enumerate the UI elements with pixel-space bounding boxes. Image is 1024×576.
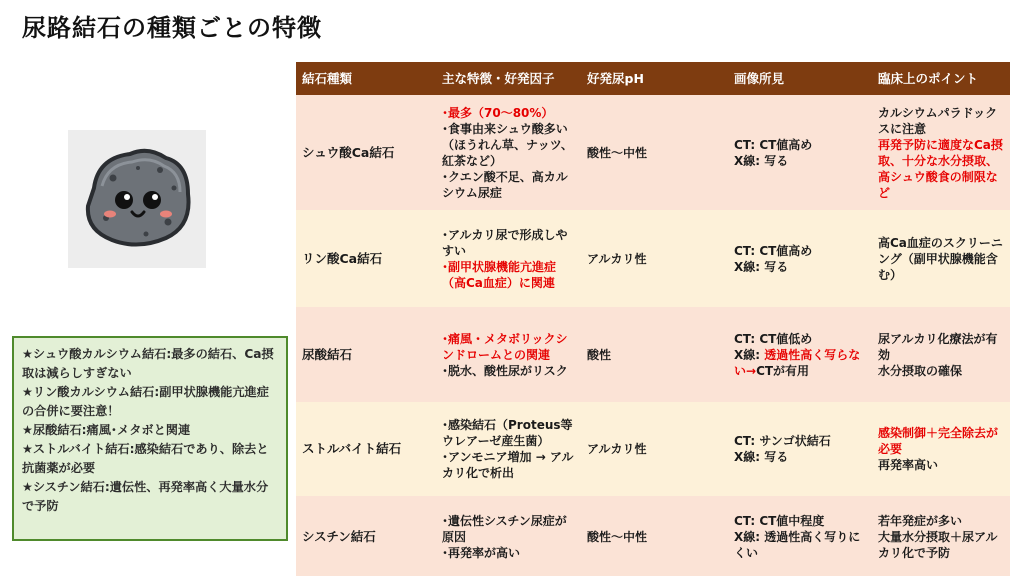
- stone-type-cell: シスチン結石: [296, 496, 436, 576]
- header-features: 主な特徴・好発因子: [436, 62, 581, 95]
- points-cell: [872, 496, 1010, 576]
- feature-text: ･アンモニア増加 → アルカリ化で析出: [442, 450, 574, 480]
- imaging-text: X線: 写る: [734, 153, 789, 168]
- kidney-stone-character-icon: [68, 130, 206, 268]
- header-stone-type: 結石種類: [296, 62, 436, 95]
- feature-text: ･クエン酸不足、高カルシウム尿症: [442, 169, 568, 200]
- point-text: 感染制御＋完全除去が必要: [878, 426, 999, 456]
- imaging-cell: [728, 402, 872, 496]
- feature-text: ･再発率が高い: [442, 545, 521, 560]
- points-cell: [872, 402, 1010, 496]
- point-text: 高Ca血症のスクリーニング（副甲状腺機能含む）: [878, 235, 1003, 282]
- feature-text: ･痛風・メタボリックシンドロームとの関連: [442, 331, 568, 362]
- stone-type-cell: ストルバイト結石: [296, 402, 436, 496]
- imaging-cell: [728, 210, 872, 307]
- imaging-text: CT: CT値高め: [734, 243, 813, 258]
- feature-text: ･遺伝性シスチン尿症が原因: [442, 513, 567, 544]
- ph-cell: 酸性: [581, 307, 728, 402]
- summary-line: ★ストルバイト結石:感染結石であり、除去と抗菌薬が必要: [22, 442, 269, 475]
- point-text: 水分摂取の確保: [878, 363, 963, 378]
- point-text: 大量水分摂取＋尿アルカリ化で予防: [878, 529, 998, 560]
- summary-line: ★リン酸カルシウム結石:副甲状腺機能亢進症の合併に要注意！: [22, 385, 269, 418]
- summary-line: ★シュウ酸カルシウム結石:最多の結石、Ca摂取は減らしすぎない: [22, 347, 274, 380]
- ph-cell: アルカリ性: [581, 210, 728, 307]
- features-cell: [436, 210, 581, 307]
- feature-text: ･最多（70～80%）: [442, 105, 554, 120]
- imaging-xray-label: X線:: [734, 347, 765, 362]
- imaging-text: CT: CT値低め: [734, 331, 813, 346]
- features-cell: [436, 402, 581, 496]
- summary-line: ★シスチン結石:遺伝性、再発率高く大量水分で予防: [22, 480, 269, 513]
- imaging-ct-useful: CTが有用: [756, 363, 810, 378]
- table-row: [296, 307, 1010, 402]
- features-cell: [436, 307, 581, 402]
- ph-cell: アルカリ性: [581, 402, 728, 496]
- stone-types-table: [296, 62, 1010, 576]
- header-urine-ph: 好発尿pH: [581, 62, 728, 95]
- imaging-cell: [728, 496, 872, 576]
- points-cell: [872, 307, 1010, 402]
- imaging-text: CT: サンゴ状結石: [734, 434, 831, 448]
- header-clinical-points: 臨床上のポイント: [872, 62, 1010, 95]
- imaging-cell: [728, 95, 872, 210]
- point-text: 再発率高い: [878, 458, 939, 472]
- feature-text: ･アルカリ尿で形成しやすい: [442, 227, 568, 258]
- points-cell: [872, 95, 1010, 210]
- imaging-text: [734, 347, 866, 379]
- features-cell: [436, 496, 581, 576]
- point-text: カルシウムパラドックスに注意: [878, 105, 998, 136]
- feature-text: ･副甲状腺機能亢進症（高Ca血症）に関連: [442, 259, 557, 290]
- imaging-text: X線: 写る: [734, 450, 789, 464]
- point-text: 尿アルカリ化療法が有効: [878, 331, 998, 362]
- table-row: [296, 210, 1010, 307]
- imaging-text: CT: CT値中程度: [734, 513, 825, 528]
- imaging-xray-highlight: 透過性高く写らない→: [734, 347, 861, 378]
- imaging-text: X線: 写る: [734, 259, 789, 274]
- imaging-text: X線: 透過性高く写りにくい: [734, 529, 861, 560]
- summary-line: ★尿酸結石:痛風･メタボと関連: [22, 423, 191, 437]
- table-row: [296, 496, 1010, 576]
- points-cell: [872, 210, 1010, 307]
- stone-type-cell: リン酸Ca結石: [296, 210, 436, 307]
- stone-type-cell: シュウ酸Ca結石: [296, 95, 436, 210]
- feature-text: ･脱水、酸性尿がリスク: [442, 363, 568, 378]
- page-title: 尿路結石の種類ごとの特徴: [22, 14, 322, 42]
- table-row: [296, 402, 1010, 496]
- stone-type-cell: 尿酸結石: [296, 307, 436, 402]
- header-imaging: 画像所見: [728, 62, 872, 95]
- ph-cell: 酸性～中性: [581, 496, 728, 576]
- point-text: 再発予防に適度なCa摂取、十分な水分摂取、高シュウ酸食の制限など: [878, 137, 1003, 200]
- table-row: [296, 95, 1010, 210]
- imaging-cell: [728, 307, 872, 402]
- features-cell: [436, 95, 581, 210]
- feature-text: ･感染結石（Proteus等ウレアーゼ産生菌）: [442, 418, 573, 448]
- imaging-text: CT: CT値高め: [734, 137, 813, 152]
- feature-text: ･食事由来シュウ酸多い（ほうれん草、ナッツ、紅茶など）: [442, 121, 573, 168]
- ph-cell: 酸性～中性: [581, 95, 728, 210]
- table-header-row: [296, 62, 1010, 95]
- point-text: 若年発症が多い: [878, 513, 963, 528]
- summary-box: [12, 336, 288, 541]
